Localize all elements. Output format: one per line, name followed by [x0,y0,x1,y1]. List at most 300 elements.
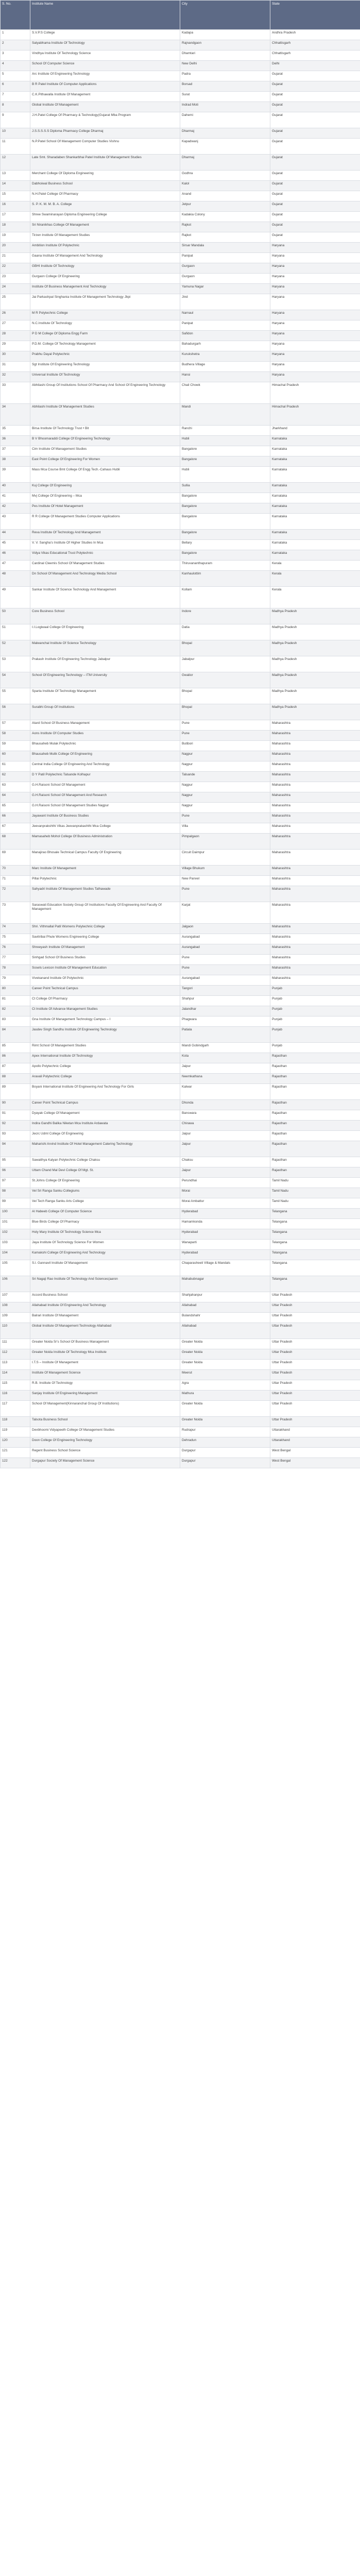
city-cell: Surat [180,92,270,102]
city-cell: Butibori [180,741,270,751]
institute-name-cell: Gaana Institute Of Management And Technology [30,253,180,263]
institute-name-cell: Central India College Of Engineering And Technology [30,761,180,772]
institute-name-cell: Vivekanand Institute Of Polytechnic [30,975,180,986]
table-row [1,640,360,656]
row-number-cell: 101 [1,1219,30,1229]
institute-name-cell: G.H.Raisoni School Of Management Studies Nagpur [30,803,180,813]
city-cell: Borsad [180,81,270,92]
city-cell: Yamuna Nagar [180,284,270,294]
city-cell: Nagpur [180,761,270,772]
table-row [1,866,360,876]
institute-name-cell: School Of Management(Kinnaranchal Group Of Institutions) [30,1401,180,1417]
row-number-cell: 63 [1,782,30,792]
city-cell: Pune [180,955,270,965]
table-row [1,1323,360,1339]
institute-name-cell: Abhilashi Institute Of Management Studies [30,404,180,426]
row-number-cell: 117 [1,1401,30,1417]
table-row [1,372,360,382]
table-row [1,1100,360,1110]
header-state: State [270,1,360,30]
table-row [1,310,360,320]
table-row [1,467,360,483]
institute-name-cell: Bhausaheb Mulik College Of Engineering [30,751,180,761]
table-row [1,624,360,640]
state-cell: Madhya Pradesh [270,688,360,704]
state-cell: Telangana [270,1240,360,1250]
city-cell: Meerut [180,1370,270,1380]
row-number-cell: 43 [1,514,30,530]
city-cell: Jaipur [180,1167,270,1178]
row-number-cell: 75 [1,934,30,944]
row-number-cell: 6 [1,81,30,92]
table-row [1,955,360,965]
table-row [1,30,360,40]
institute-name-cell: Atard School Of Business Management [30,720,180,731]
city-cell: Nagpur [180,751,270,761]
table-row [1,201,360,212]
state-cell: Maharashtra [270,731,360,741]
table-row [1,1240,360,1250]
state-cell: Uttar Pradesh [270,1417,360,1427]
row-number-cell: 118 [1,1417,30,1427]
institute-name-cell: Jayawant Institute Of Business Studies [30,813,180,823]
city-cell: Nagpur [180,782,270,792]
city-cell: Durgapur [180,1448,270,1458]
state-cell: Punjab [270,1043,360,1053]
state-cell: Maharashtra [270,886,360,902]
city-cell: Dahemi [180,112,270,128]
institute-name-cell: Cardinal Cleemis School Of Management Studies [30,561,180,571]
city-cell: Neemkathana [180,1074,270,1084]
row-number-cell: 69 [1,850,30,866]
state-cell: Telangana [270,1260,360,1276]
row-number-cell: 23 [1,274,30,284]
city-cell: Hansi [180,372,270,382]
row-number-cell: 80 [1,986,30,996]
table-header [1,1,360,30]
state-cell: Haryana [270,263,360,274]
city-cell: Bangalore [180,446,270,456]
row-number-cell: 94 [1,1141,30,1157]
row-number-cell: 62 [1,772,30,782]
city-cell: Sirsar Mandala [180,243,270,253]
state-cell: Telangana [270,1209,360,1219]
table-row [1,514,360,530]
institute-name-cell: Late Smt. Sharadaben Shankarbhai Patel Institute Of Management Studies [30,155,180,171]
institute-name-cell: Sosels Lexicon Institute Of Management Education [30,965,180,975]
table-row [1,996,360,1006]
city-cell: Aurangabad [180,975,270,986]
state-cell: Haryana [270,284,360,294]
row-number-cell: 39 [1,467,30,483]
row-number-cell: 41 [1,493,30,503]
table-row [1,1401,360,1417]
institute-name-cell: B V Bhoomaraddi College Of Engineering Technology [30,436,180,446]
table-row [1,493,360,503]
state-cell: West Bengal [270,1448,360,1458]
institute-name-cell: P D M College Of Diploma Engg Farm [30,331,180,341]
table-row [1,139,360,155]
table-row [1,924,360,934]
table-row [1,362,360,372]
state-cell: Gujarat [270,171,360,181]
institute-name-cell: Vel Sri Ranga Sanku Collegiums [30,1188,180,1198]
table-row [1,71,360,81]
table-row [1,171,360,181]
state-cell: Chhattisgarh [270,40,360,50]
state-cell: Gujarat [270,139,360,155]
row-number-cell: 111 [1,1339,30,1349]
row-number-cell: 90 [1,1100,30,1110]
row-number-cell: 34 [1,404,30,426]
table-row [1,1448,360,1458]
city-cell: Mahabubnagar [180,1276,270,1292]
table-row [1,850,360,866]
row-number-cell: 120 [1,1437,30,1448]
state-cell: Maharashtra [270,720,360,731]
city-cell: Jalandhar [180,1006,270,1016]
city-cell: Pune [180,720,270,731]
table-row [1,284,360,294]
city-cell: Pune [180,886,270,902]
city-cell: Wanaparti [180,1240,270,1250]
table-row [1,965,360,975]
city-cell: Dhamtari [180,50,270,61]
city-cell: Panipat [180,253,270,263]
row-number-cell: 88 [1,1074,30,1084]
institute-name-cell: Prakash Institute Of Engineering Technology Jabalpur [30,656,180,672]
city-cell: Kadapa [180,30,270,40]
state-cell: Rajasthan [270,1053,360,1063]
table-row [1,1417,360,1427]
state-cell: Maharashtra [270,741,360,751]
city-cell: Karjat [180,902,270,924]
city-cell: Kadakia Colony [180,212,270,222]
city-cell: Hubli [180,467,270,483]
city-cell: New Panvel [180,876,270,886]
state-cell: Uttar Pradesh [270,1401,360,1417]
city-cell: Rajnandgaon [180,40,270,50]
row-number-cell: 46 [1,550,30,561]
city-cell: Bhopal [180,640,270,656]
institute-name-cell: C.K.Pithawalla Institute Of Management [30,92,180,102]
row-number-cell: 13 [1,171,30,181]
state-cell: Maharashtra [270,834,360,850]
institute-name-cell: Sparta Institute Of Technology Management [30,688,180,704]
institute-name-cell: Devbhoomi Vidyapeeth College Of Management Studies [30,1427,180,1437]
institute-name-cell: Vidya Vikas Educational Trust Polytechnic [30,550,180,561]
row-number-cell: 36 [1,436,30,446]
city-cell: New Delhi [180,61,270,71]
city-cell: Dharmaj [180,128,270,139]
table-row [1,1437,360,1448]
row-number-cell: 15 [1,191,30,201]
state-cell: Maharashtra [270,792,360,803]
institute-name-cell: Holy Mary Institute Of Technology Science Mca [30,1229,180,1240]
institute-name-cell: Reva Institute Of Technology And Management [30,530,180,540]
state-cell: Haryana [270,341,360,351]
institute-name-cell: School Of Computer Science [30,61,180,71]
institute-name-cell: Aravali Polytechnic College [30,1074,180,1084]
table-row [1,456,360,467]
row-number-cell: 40 [1,483,30,493]
state-cell: Rajasthan [270,1167,360,1178]
city-cell: Godhra [180,171,270,181]
row-number-cell: 112 [1,1349,30,1360]
row-number-cell: 59 [1,741,30,751]
table-row [1,1084,360,1100]
city-cell: Mandi Gobindgarh [180,1043,270,1053]
state-cell: Punjab [270,996,360,1006]
table-row [1,112,360,128]
city-cell: Morai [180,1188,270,1198]
state-cell: Karnataka [270,550,360,561]
table-row [1,803,360,813]
row-number-cell: 4 [1,61,30,71]
state-cell: Haryana [270,294,360,310]
row-number-cell: 54 [1,672,30,688]
institute-name-cell: Sinhgad School Of Business Studies [30,955,180,965]
institute-name-cell: Tirzen Institute Of Management Studies [30,232,180,243]
city-cell: Sullia [180,483,270,493]
row-number-cell: 93 [1,1131,30,1141]
institute-name-cell: Ambition Institute Of Polytechnic [30,243,180,253]
city-cell: Greater Noida [180,1349,270,1360]
city-cell: Gurgaon [180,263,270,274]
state-cell: Madhya Pradesh [270,640,360,656]
table-row [1,61,360,71]
table-row [1,1250,360,1260]
state-cell: Maharashtra [270,955,360,965]
institute-name-cell: Durgapur Society Of Management Science [30,1458,180,1468]
table-row [1,1391,360,1401]
state-cell: Telangana [270,1229,360,1240]
city-cell: Bellary [180,540,270,550]
state-cell: Maharashtra [270,866,360,876]
institute-name-cell: Apex International Institute Of Technology [30,1053,180,1063]
institute-name-cell: N.H.Patel College Of Pharmacy [30,191,180,201]
row-number-cell: 85 [1,1043,30,1053]
institute-name-cell: GBHI Institute Of Technology [30,263,180,274]
institute-name-cell: Gurgaon College Of Engineering [30,274,180,284]
table-row [1,263,360,274]
state-cell: Gujarat [270,232,360,243]
institute-name-cell: Arc Institute Of Engineering Technology [30,71,180,81]
table-row [1,986,360,996]
row-number-cell: 103 [1,1240,30,1250]
state-cell: Uttar Pradesh [270,1380,360,1391]
institute-name-cell: Al Habeeb College Of Computer Science [30,1209,180,1219]
header-city: City [180,1,270,30]
table-row [1,587,360,608]
city-cell: Gurgaon [180,274,270,284]
row-number-cell: 79 [1,975,30,986]
state-cell: Karnataka [270,436,360,446]
city-cell: Dehradun [180,1437,270,1448]
row-number-cell: 47 [1,561,30,571]
state-cell: Chhattisgarh [270,50,360,61]
row-number-cell: 18 [1,222,30,232]
table-row [1,772,360,782]
city-cell: Circuit Daimpur [180,850,270,866]
table-row [1,886,360,902]
city-cell: Bahadurgarh [180,341,270,351]
state-cell: Tamil Nadu [270,1188,360,1198]
state-cell: Haryana [270,362,360,372]
institute-name-cell: Boyani International Institute Of Engineering And Technology For Girls [30,1084,180,1100]
table-row [1,688,360,704]
row-number-cell: 113 [1,1360,30,1370]
institute-name-cell: G.H.Raisoni School Of Management And Research [30,792,180,803]
city-cell: Kalol [180,181,270,191]
row-number-cell: 76 [1,944,30,955]
row-number-cell: 121 [1,1448,30,1458]
city-cell: Dharmaj [180,155,270,171]
row-number-cell: 77 [1,955,30,965]
row-number-cell: 65 [1,803,30,813]
table-row [1,1380,360,1391]
state-cell: Karnataka [270,530,360,540]
city-cell: Greater Noida [180,1339,270,1349]
city-cell: Mathura [180,1391,270,1401]
table-row [1,1053,360,1063]
state-cell: Gujarat [270,155,360,171]
row-number-cell: 119 [1,1427,30,1437]
city-cell: Village Bhukum [180,866,270,876]
row-number-cell: 14 [1,181,30,191]
city-cell: Jaipur [180,1063,270,1074]
row-number-cell: 98 [1,1188,30,1198]
institute-name-cell: S.l. Gannavil Institute Of Management [30,1260,180,1276]
row-number-cell: 100 [1,1209,30,1219]
institute-name-cell: Pes Institute Of Hotel Management [30,503,180,514]
state-cell: Maharashtra [270,934,360,944]
row-number-cell: 70 [1,866,30,876]
table-row [1,761,360,772]
table-row [1,243,360,253]
city-cell: Bangalore [180,503,270,514]
institute-name-cell: M R Polytechnic College [30,310,180,320]
table-row [1,792,360,803]
city-cell: Tangori [180,986,270,996]
city-cell: Pune [180,731,270,741]
city-cell: Durgapur [180,1458,270,1468]
table-row [1,741,360,751]
state-cell: Haryana [270,331,360,341]
header-sno: S. No. [1,1,30,30]
table-row [1,102,360,112]
state-cell: Punjab [270,986,360,996]
state-cell: Rajasthan [270,1100,360,1110]
city-cell: Bhopal [180,704,270,720]
city-cell: Hyderabad [180,1250,270,1260]
table-row [1,1313,360,1323]
city-cell: Kalwar [180,1084,270,1100]
institute-name-cell: Pillai Polytechnic [30,876,180,886]
city-cell: Kota [180,1053,270,1063]
institute-name-cell: D Y Patil Polytechnic Talsande Kolhapur [30,772,180,782]
state-cell: Telangana [270,1276,360,1292]
table-row [1,404,360,426]
row-number-cell: 38 [1,456,30,467]
institute-name-cell: Mvj College Of Engineering – Mca [30,493,180,503]
city-cell: Rajkot [180,222,270,232]
table-row [1,253,360,263]
institute-name-cell: Regent Business School Science [30,1448,180,1458]
row-number-cell: 7 [1,92,30,102]
table-row [1,1121,360,1131]
table-row [1,320,360,331]
city-cell: Bangalore [180,530,270,540]
table-row [1,1292,360,1302]
state-cell: Rajasthan [270,1063,360,1074]
institute-name-cell: Sri Nagaji Rao Institute Of Technology And Sciences(aaron [30,1276,180,1292]
city-cell: Datia [180,624,270,640]
row-number-cell: 114 [1,1370,30,1380]
institute-name-cell: S. P. K. M. M. B. A. College [30,201,180,212]
table-row [1,1458,360,1468]
row-number-cell: 99 [1,1198,30,1209]
city-cell: Thiruvananthapuram [180,561,270,571]
institute-name-cell: Rimt School Of Management Studies [30,1043,180,1053]
row-number-cell: 58 [1,731,30,741]
institute-name-cell: Talsota Business School [30,1417,180,1427]
institute-name-cell: Jaya Institute Of Technology Science For Women [30,1240,180,1250]
table-row [1,341,360,351]
city-cell: Chaparasheeli Village & Mandals [180,1260,270,1276]
state-cell: Kerala [270,587,360,608]
table-row [1,1188,360,1198]
state-cell: Uttar Pradesh [270,1313,360,1323]
state-cell: Karnataka [270,456,360,467]
row-number-cell: 28 [1,331,30,341]
row-number-cell: 51 [1,624,30,640]
row-number-cell: 5 [1,71,30,81]
institute-name-cell: Shri. Vithmallal Patil Womens Polytechnic College [30,924,180,934]
institute-name-cell: Dyayak College Of Management [30,1110,180,1121]
city-cell: Pune [180,965,270,975]
row-number-cell: 55 [1,688,30,704]
city-cell: Talsande [180,772,270,782]
row-number-cell: 68 [1,834,30,850]
state-cell: Rajasthan [270,1084,360,1100]
institute-name-cell: Shree Swaminarayan Diploma Engineering College [30,212,180,222]
institute-name-cell: Surabhi Group Of Institutions [30,704,180,720]
city-cell: Chaksu [180,1157,270,1167]
row-number-cell: 9 [1,112,30,128]
city-cell: Aurangabad [180,934,270,944]
institute-name-cell: B R Patel Institute Of Computer Applications [30,81,180,92]
table-row [1,1043,360,1053]
state-cell: Karnataka [270,446,360,456]
institute-name-cell: Cim Institute Of Management Studies [30,446,180,456]
institute-name-cell: Gna Institute Of Management Technology Campus – I [30,1016,180,1027]
city-cell: Bangalore [180,456,270,467]
institute-name-cell: Doon College Of Engineering Technology [30,1437,180,1448]
table-row [1,975,360,986]
table-row [1,823,360,834]
table-row [1,155,360,171]
table-row [1,81,360,92]
table-row [1,40,360,50]
row-number-cell: 2 [1,40,30,50]
institute-name-cell: Career Point Technical Campus [30,1100,180,1110]
state-cell: Maharashtra [270,876,360,886]
institute-name-cell: Kuj College Of Engineering [30,483,180,493]
table-row [1,1209,360,1219]
state-cell: Madhya Pradesh [270,608,360,624]
state-cell: Karnataka [270,493,360,503]
